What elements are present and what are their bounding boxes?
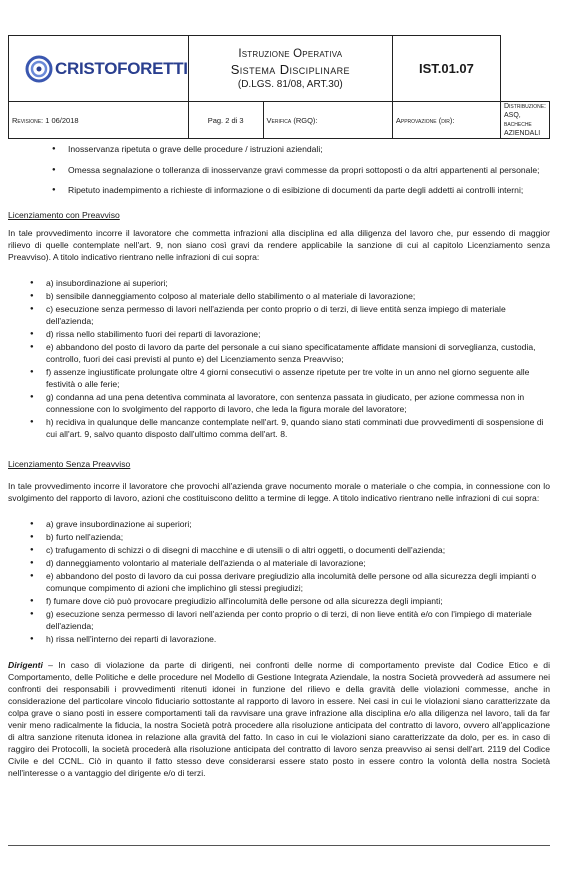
dirigenti-label: Dirigenti: [8, 660, 43, 670]
approval-cell: Approvazione (dir):: [392, 102, 500, 139]
list-item: ● h) rissa nell'interno dei reparti di lavorazione.: [30, 633, 550, 645]
document-body: [8, 140, 550, 779]
list-item: ● c) trafugamento di schizzi o di disegni di macchine e di utensili o di altri oggetti, o documenti dell'azienda;: [30, 544, 550, 556]
document-header: [8, 35, 550, 139]
list-item: ● e) abbandono del posto di lavoro da cui possa derivare pregiudizio alla incolumità delle persone od alla sicurezza degli impianti o comunque compimento di azioni che implichino gli stessi pregiudizi;: [30, 570, 550, 594]
document-title-cell: [188, 36, 392, 102]
section2-list: [8, 518, 550, 645]
footer-divider: [8, 845, 550, 846]
list-item: ● f) assenze ingiustificate prolungate oltre 4 giorni consecutivi o assenze ripetute per tre volte in un anno nel giorno seguente alle festività o alle ferie;: [30, 366, 550, 390]
logo-text: CRISTOFORETTI: [55, 58, 188, 78]
distribution-cell: Distribuzione: ASQ, bacheche AZIENDALI: [500, 102, 549, 139]
list-item: ● c) esecuzione senza permesso di lavori nell'azienda per conto proprio o di terzi, di lieve entità senza impiego di materiale dell'azienda;: [30, 303, 550, 327]
section-title-con-preavviso: Licenziamento con Preavviso: [8, 210, 120, 220]
dirigenti-text: – In caso di violazione da parte di dirigenti, nei confronti delle norme di comportamento previste dal Codice Etico e di Comportamento, delle Politiche e delle procedure nel Modello di Gestione Integrata Aziendale, la nostra Società provvederà ad assumere nei confronti dei responsabili i provvedimenti ritenuti idonei in funzione del rilievo e della gravità delle violazioni commesse, anche in considerazione del particolare vincolo fiduciario sottostante al rapporto di lavoro in essere. Nei casi in cui le violazioni siano caratterizzate da colpa grave o siano posti in essere comportamenti tali da ravvisare una grave infrazione alla disciplina e/o alla diligenza nel lavoro, tali da far venir meno radicalmente la fiducia, la nostra Società potrà procedere alla risoluzione anticipata del contratto di lavoro, ovvero all'applicazione di altra sanzione ritenuta idonea in relazione alla gravità del fatto. In caso in cui le violazioni siano caratterizzate da dolo, per es. in caso di raggiro dei Protocolli, la società procederà alla risoluzione anticipata del contratto di lavoro senza preavviso ai sensi dell'art. 2119 del Codice Civile e del CCNL. Ciò in quanto il fatto stesso deve considerarsi essere stato posto in essere contro la volontà della nostra Società nell'interesse o a vantaggio del dirigente e/o di terzi.: [8, 660, 550, 778]
list-item: ● e) abbandono del posto di lavoro da parte del personale a cui siano specificatamente affidate mansioni di sorveglianza, custodia, controllo, fuori dei casi previsti al punto e) del Licenziamento senza Preavviso;: [30, 341, 550, 365]
list-item: ● Ripetuto inadempimento a richieste di informazione o di esibizione di documenti da parte degli addetti ai controlli interni;: [52, 184, 550, 196]
top-bullet-list: [8, 143, 550, 196]
list-item: ● a) insubordinazione ai superiori;: [30, 277, 550, 289]
list-item: ● d) rissa nello stabilimento fuori dei reparti di lavorazione;: [30, 328, 550, 340]
page-number: Pag. 2 di 3: [188, 102, 263, 139]
list-item: ● b) furto nell'azienda;: [30, 531, 550, 543]
title-line-2: Sistema Disciplinare: [230, 61, 350, 77]
list-item: ● h) recidiva in qualunque delle mancanze contemplate nell'art. 9, quando siano stati comminati due provvedimenti di sospensione di cui all'art. 9, salvo quanto disposto dall'ultimo comma dell'art. 8.: [30, 416, 550, 440]
verification-cell: Verifica (RGQ):: [263, 102, 392, 139]
title-line-1: Istruzione Operativa: [238, 47, 343, 60]
list-item: ● f) fumare dove ciò può provocare pregiudizio all'incolumità delle persone od alla sicurezza degli impianti;: [30, 595, 550, 607]
section1-intro: In tale provvedimento incorre il lavoratore che commetta infrazioni alla disciplina ed alla diligenza del lavoro che, pur essendo di maggior rilievo di quelle contemplate nell'art. 9, non siano così gravi da rendere applicabile la sanzione di cui al capitolo Licenziamento senza Preavviso). A titolo indicativo rientrano nelle infrazioni di cui sopra:: [8, 228, 550, 262]
revision-cell: Revisione: 1 06/2018: [9, 102, 189, 139]
logo-cell: [9, 36, 189, 102]
list-item: ● g) condanna ad una pena detentiva comminata al lavoratore, con sentenza passata in giudicato, per azione commessa non in connessione con lo svolgimento del rapporto di lavoro, che leda la figura morale del lavoratore;: [30, 391, 550, 415]
list-item: ● g) esecuzione senza permesso di lavori nell'azienda per conto proprio o di terzi, di non lieve entità e/o con l'impiego di materiale dell'azienda;: [30, 608, 550, 632]
list-item: ● b) sensibile danneggiamento colposo al materiale dello stabilimento o al materiale di lavorazione;: [30, 290, 550, 302]
company-logo: [25, 55, 188, 83]
section1-list: [8, 277, 550, 440]
list-item: ● a) grave insubordinazione ai superiori;: [30, 518, 550, 530]
dirigenti-paragraph: [8, 659, 550, 779]
document-code: IST.01.07: [392, 36, 500, 102]
title-line-3: (D.LGS. 81/08, ART.30): [237, 78, 343, 90]
logo-swirl-icon: [25, 55, 53, 83]
section-title-senza-preavviso: Licenziamento Senza Preavviso: [8, 459, 131, 469]
list-item: ● Omessa segnalazione o tolleranza di inosservanze gravi commesse da propri sottoposti o da altri appartenenti al personale;: [52, 164, 550, 176]
list-item: ● Inosservanza ripetuta o grave delle procedure / istruzioni aziendali;: [52, 143, 550, 155]
section2-intro: In tale provvedimento incorre il lavoratore che provochi all'azienda grave nocumento morale o materiale o che compia, in connessione con lo svolgimento del rapporto di lavoro, azioni che costituiscono delitto a termine di legge. A titolo indicativo rientrano nelle infrazioni di cui sopra:: [8, 481, 550, 503]
list-item: ● d) danneggiamento volontario al materiale dell'azienda o al materiale di lavorazione;: [30, 557, 550, 569]
